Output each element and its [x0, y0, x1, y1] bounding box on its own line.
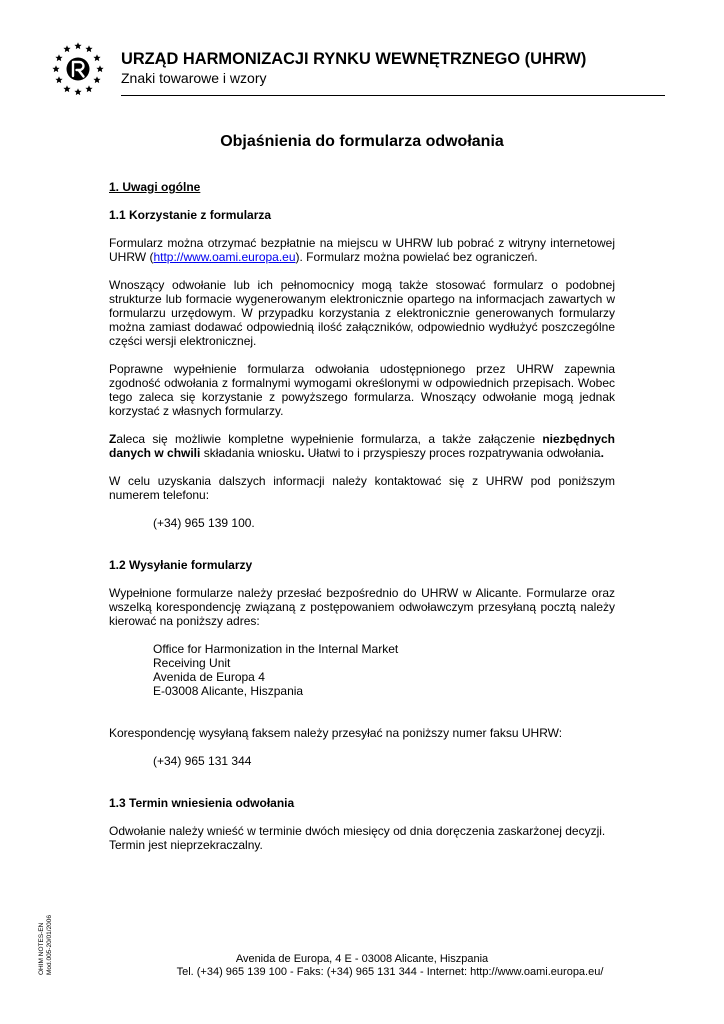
paragraph-sending-forms: Wypełnione formularze należy przesłać bezpośrednio do UHRW w Alicante. Formularze oraz wszelką korespondencję związaną z postępowaniem odwoławczym przesyłaną pocztą należy kierować na poniższy adres: [109, 586, 615, 628]
section-1-3-heading: 1.3 Termin wniesienia odwołania [109, 796, 295, 810]
organization-title: URZĄD HARMONIZACJI RYNKU WEWNĘTRZNEGO (UHRW) [121, 50, 587, 68]
bold-dot: . [301, 446, 305, 460]
organization-subtitle: Znaki towarowe i wzory [121, 70, 267, 86]
fax-number: (+34) 965 131 344 [153, 754, 252, 768]
paragraph-contact-info: W celu uzyskania dalszych informacji należy kontaktować się z UHRW pod poniższym numerem telefonu: [109, 474, 615, 502]
paragraph-recommendation [109, 432, 615, 460]
paragraph-deadline [109, 824, 615, 852]
address-line: Receiving Unit [153, 656, 231, 670]
paragraph-text: Ułatwi to i przyspieszy proces rozpatrywania odwołania [304, 446, 601, 460]
form-code-line: Mod.005-20/01/2006 [46, 915, 53, 975]
form-code-line: OHIM NOTES-EN [38, 922, 45, 975]
footer-address: Avenida de Europa, 4 E - 03008 Alicante, Hiszpania [235, 953, 489, 965]
address-line: Avenida de Europa 4 [153, 670, 265, 684]
bold-text: niezbędnych danych w chwili [109, 432, 615, 460]
section-1-1-heading: 1.1 Korzystanie z formularza [109, 208, 272, 222]
paragraph-text: aleca się możliwie kompletne wypełnienie formularza, a także załączenie [116, 432, 543, 446]
paragraph-correct-completion: Poprawne wypełnienie formularza odwołania udostępnionego przez UHRW zapewnia zgodność odwołania z formalnymi wymogami określonymi w odpowiednich przepisach. Wobec tego zaleca się korzystanie z powyższego formularza. Wnoszący odwołanie mogą jednak korzystać z własnych formularzy. [109, 362, 615, 418]
paragraph-fax-info: Korespondencję wysyłaną faksem należy przesyłać na poniższy numer faksu UHRW: [109, 726, 563, 740]
ohim-logo-icon [50, 40, 106, 98]
paragraph-text: składania wniosku [200, 446, 302, 460]
address-line: E-03008 Alicante, Hiszpania [153, 684, 304, 698]
document-body [109, 180, 615, 852]
bold-dot: . [600, 446, 604, 460]
paragraph-text: Formularz można otrzymać bezpłatnie na miejscu w UHRW lub pobrać z witryny internetowej UHRW ( [109, 236, 615, 264]
footer-contacts: Tel. (+34) 965 139 100 - Faks: (+34) 965 131 344 - Internet: http://www.oami.europa.eu/ [176, 966, 604, 978]
page-footer [0, 953, 724, 979]
phone-number: (+34) 965 139 100. [153, 516, 255, 530]
paragraph-electronic-forms: Wnoszący odwołanie lub ich pełnomocnicy mogą także stosować formularz o podobnej strukturze lub formacie wygenerowanym elektronicznie opartego na informacjach zawartych w formularzu urzędowym. W przypadku korzystania z elektronicznie generowanych formularzy można zamiast dodawać odpowiednią ilość załączników, odpowiednio wydłużyć poszczególne części wersji elektronicznej. [109, 278, 615, 348]
section-1-2-heading: 1.2 Wysyłanie formularzy [109, 558, 253, 572]
bold-initial: Z [109, 432, 117, 446]
document-title: Objaśnienia do formularza odwołania [220, 133, 504, 150]
section-1-heading: 1. Uwagi ogólne [109, 180, 201, 194]
paragraph-text: ). Formularz można powielać bez ograniczeń. [295, 250, 538, 264]
deadline-line: Termin jest nieprzekraczalny. [109, 838, 263, 852]
header-divider [121, 95, 665, 96]
paragraph-form-availability [109, 236, 615, 264]
deadline-line: Odwołanie należy wnieść w terminie dwóch miesięcy od dnia doręczenia zaskarżonej decyzji. [109, 824, 606, 838]
address-line: Office for Harmonization in the Internal Market [153, 642, 399, 656]
oami-website-link[interactable]: http://www.oami.europa.eu [153, 250, 296, 264]
mailing-address [109, 642, 615, 698]
